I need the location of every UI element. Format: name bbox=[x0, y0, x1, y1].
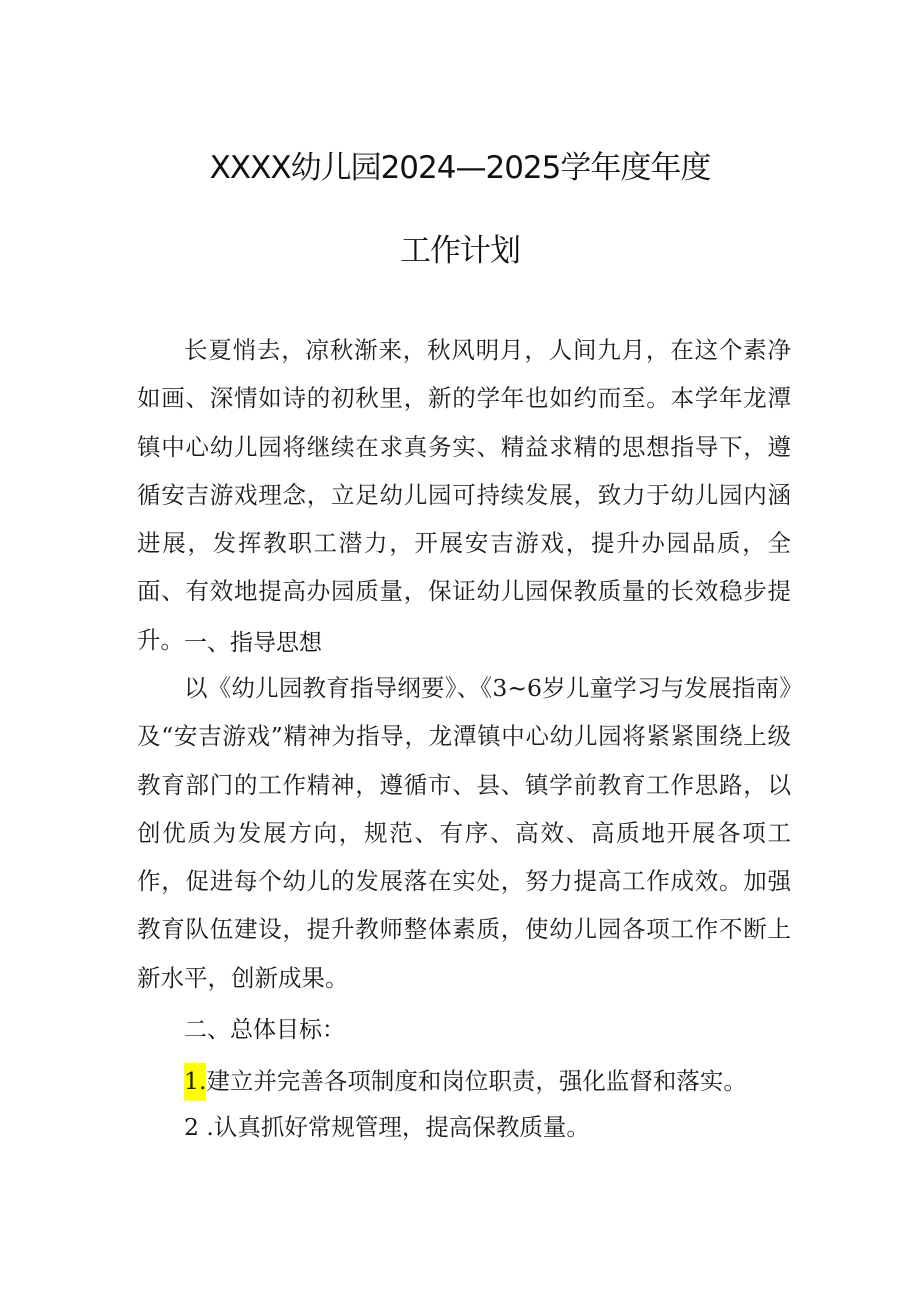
document-title-line2: 工作计划 bbox=[400, 233, 520, 269]
goal-item-2 bbox=[184, 1108, 590, 1142]
goal-text: 建立并完善各项制度和岗位职责，强化监督和落实。 bbox=[206, 1067, 747, 1095]
intro-paragraph: 长夏悄去，凉秋渐来，秋风明月，人间九月，在这个素净如画、深情如诗的初秋里，新的学年也如约而至。本学年龙潭镇中心幼儿园将继续在求真务实、精益求精的思想指导下，遵循安吉游戏理念，立足幼儿园可持续发展，致力于幼儿园内涵进展，发挥教职工潜力，开展安吉游戏，提升办园品质，全面、有效地提高办园质量，保证幼儿园保教质量的长效稳步提升。 bbox=[137, 336, 791, 654]
goal-text: 认真抓好常规管理，提高保教质量。 bbox=[213, 1113, 590, 1141]
section-heading-overall-goals: 二、总体目标： bbox=[184, 1017, 345, 1043]
goal-number-highlight: 1. bbox=[184, 1063, 206, 1101]
goal-number: 2 . bbox=[184, 1113, 214, 1141]
guiding-thought-paragraph: 以《幼儿园教育指导纲要》、《3~6岁儿童学习与发展指南》及“安吉游戏”精神为指导，龙潭镇中心幼儿园将紧紧围绕上级教育部门的工作精神，遵循市、县、镇学前教育工作思路，以创优质为发展方向，规范、有序、高效、高质地开展各项工作，促进每个幼儿的发展落在实处，努力提高工作成效。加强教育队伍建设，提升教师整体素质，使幼儿园各项工作不断上新水平，创新成果。 bbox=[137, 674, 791, 992]
section-heading-guiding-thought: 一、指导思想 bbox=[184, 630, 322, 656]
goal-item-1 bbox=[184, 1062, 747, 1096]
document-title-line1: XXXX幼儿园2024—2025学年度年度 bbox=[209, 150, 711, 186]
